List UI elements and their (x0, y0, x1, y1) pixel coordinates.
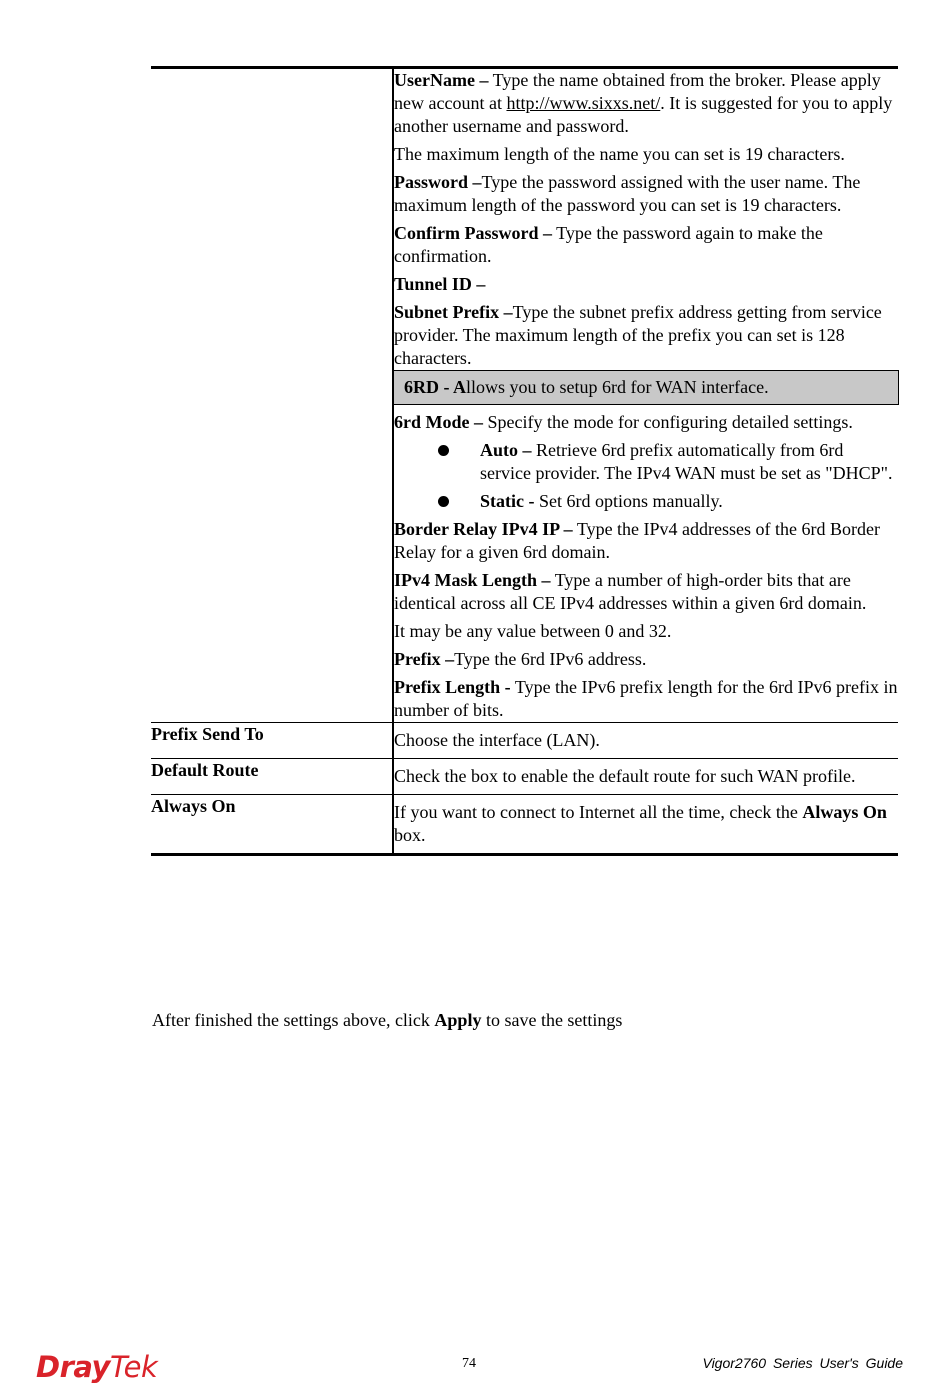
mode-option-list (394, 439, 898, 513)
after-settings-note (152, 1009, 622, 1032)
table-row (151, 795, 898, 855)
table-row (151, 371, 898, 405)
always-on-text: If you want to connect to Internet all the time, check the (394, 802, 803, 822)
password-label: Password – (394, 172, 482, 192)
six-rd-mode-text: Specify the mode for configuring detailed settings. (483, 412, 853, 432)
tunnel-id-label: Tunnel ID – (394, 274, 486, 294)
prefix-send-to-desc: Choose the interface (LAN). (393, 723, 898, 759)
logo-dray: Dray (36, 1350, 110, 1384)
border-relay-text: Type the IPv4 addresses of the 6rd Border Relay for a given 6rd domain. (394, 519, 880, 562)
after-text: After finished the settings above, click (152, 1010, 435, 1030)
six-rd-mode-label: 6rd Mode – (394, 412, 483, 432)
after-text-2: to save the settings (481, 1010, 623, 1030)
mask-length-desc (394, 569, 898, 615)
logo-tek: Tek (109, 1350, 158, 1384)
subnet-prefix-label: Subnet Prefix – (394, 302, 513, 322)
username-text: Type the name obtained from the broker. Please apply new account at (394, 70, 881, 113)
prefix-desc (394, 648, 898, 671)
always-on-desc (393, 795, 898, 855)
username-label: UserName – (394, 70, 489, 90)
prefix-length-text: Type the IPv6 prefix length for the 6rd IPv6 prefix in number of bits. (394, 677, 898, 720)
bullet-icon (438, 496, 449, 507)
password-desc (394, 171, 898, 217)
confirm-password-desc (394, 222, 898, 268)
mask-length-label: IPv4 Mask Length – (394, 570, 551, 590)
auto-label: Auto – (480, 440, 532, 460)
prefix-send-to-label: Prefix Send To (151, 723, 393, 759)
tunnel-broker-description (393, 68, 898, 371)
default-route-label: Default Route (151, 759, 393, 795)
six-rd-section-header (393, 371, 898, 405)
confirm-password-text: Type the password again to make the confirmation. (394, 223, 823, 266)
table-row (151, 68, 898, 371)
tunnel-id-desc (394, 273, 898, 296)
table-row (151, 405, 898, 723)
six-rd-mode-desc (394, 411, 898, 434)
border-relay-label: Border Relay IPv4 IP – (394, 519, 573, 539)
bullet-icon (438, 445, 449, 456)
always-on-bold: Always On (802, 802, 887, 822)
default-route-desc: Check the box to enable the default route for such WAN profile. (393, 759, 898, 795)
page-number: 74 (462, 1356, 476, 1371)
subnet-prefix-desc (394, 301, 898, 370)
confirm-password-label: Confirm Password – (394, 223, 552, 243)
list-item (394, 439, 898, 485)
static-text: Set 6rd options manually. (534, 491, 723, 511)
prefix-length-desc (394, 676, 898, 722)
apply-word: Apply (434, 1010, 482, 1030)
sixxs-link[interactable]: http://www.sixxs.net/ (506, 93, 661, 113)
empty-label-cell (151, 405, 393, 723)
static-label: Static - (480, 491, 535, 511)
always-on-label: Always On (151, 795, 393, 855)
guide-title: Vigor2760 Series User's Guide (702, 1355, 903, 1371)
always-on-text-2: box. (394, 825, 426, 845)
border-relay-desc (394, 518, 898, 564)
mask-range: It may be any value between 0 and 32. (394, 621, 672, 641)
prefix-text: Type the 6rd IPv6 address. (454, 649, 647, 669)
empty-label-cell (151, 68, 393, 371)
six-rd-header-text: llows you to setup 6rd for WAN interface. (466, 377, 769, 397)
username-desc (394, 69, 898, 138)
empty-label-cell (151, 371, 393, 405)
auto-text: Retrieve 6rd prefix automatically from 6rd service provider. The IPv4 WAN must be set as "DHCP". (480, 440, 893, 483)
six-rd-description (393, 405, 898, 723)
prefix-length-label: Prefix Length - (394, 677, 511, 697)
username-text-2: . It is suggested for you to apply another username and password. (394, 93, 893, 136)
prefix-label: Prefix – (394, 649, 455, 669)
draytek-logo (36, 1350, 157, 1384)
settings-table (151, 66, 899, 856)
list-item (394, 490, 898, 513)
name-maxlen: The maximum length of the name you can set is 19 characters. (394, 144, 845, 164)
subnet-prefix-text: Type the subnet prefix address getting from service provider. The maximum length of the prefix you can set is 128 characters. (394, 302, 882, 368)
table-row (151, 759, 898, 795)
six-rd-header-label: 6RD - A (404, 377, 466, 397)
mask-length-text: Type a number of high-order bits that are identical across all CE IPv4 addresses within a given 6rd domain. (394, 570, 867, 613)
table-row (151, 723, 898, 759)
password-text: Type the password assigned with the user name. The maximum length of the password you can set is 19 characters. (394, 172, 861, 215)
